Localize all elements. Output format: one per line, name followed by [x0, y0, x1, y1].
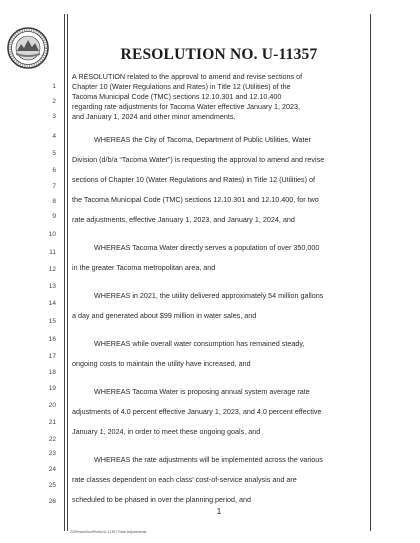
paragraph-first-line: WHEREAS Tacoma Water directly serves a population of over 350,000 — [94, 243, 320, 252]
resolution-intro — [72, 72, 367, 122]
line-number: 1 — [52, 83, 56, 90]
paragraph-first-line: WHEREAS the City of Tacoma, Department of Public Utilities, Water — [94, 135, 311, 144]
line-number: 15 — [48, 318, 56, 325]
line-number: 8 — [52, 198, 56, 205]
line-number: 23 — [48, 450, 56, 457]
paragraph-line: rate adjustments, effective January 1, 2023, and January 1, 2024, and — [72, 215, 295, 224]
paragraph-line: January 1, 2024, in order to meet these ongoing goals, and — [72, 427, 261, 436]
line-number: 21 — [48, 419, 56, 426]
intro-line: A RESOLUTION related to the approval to amend and revise sections of — [72, 72, 303, 81]
line-number: 2 — [52, 98, 56, 105]
line-number: 6 — [52, 167, 56, 174]
line-number: 14 — [48, 300, 56, 307]
line-number: 24 — [48, 466, 56, 473]
margin-rule-right — [370, 14, 371, 531]
paragraph-line: the Tacoma Municipal Code (TMC) sections 12.10.301 and 12.10.400, for two — [72, 195, 319, 204]
paragraph-line: sections of Chapter 10 (Water Regulations and Rates) in Title 12 (Utilities) of — [72, 175, 316, 184]
margin-rule-left-inner — [67, 14, 68, 531]
whereas-clauses — [72, 130, 367, 510]
whereas-paragraph — [72, 334, 367, 374]
paragraph-line: rate classes dependent on each class' cost-of-service analysis and are — [72, 475, 297, 484]
line-number: 26 — [48, 498, 56, 505]
line-number: 13 — [48, 283, 56, 290]
line-number: 10 — [48, 231, 56, 238]
line-number: 17 — [48, 353, 56, 360]
whereas-paragraph — [72, 382, 367, 442]
paragraph-first-line: WHEREAS in 2021, the utility delivered approximately 54 million gallons — [94, 291, 324, 300]
intro-line: Chapter 10 (Water Regulations and Rates) in Title 12 (Utilities) of the — [72, 82, 291, 91]
paragraph-first-line: WHEREAS Tacoma Water is proposing annual system average rate — [94, 387, 310, 396]
paragraph-line: ongoing costs to maintain the utility have increased, and — [72, 359, 251, 368]
paragraph-line: a day and generated about $99 million in water sales, and — [72, 311, 257, 320]
paragraph-first-line: WHEREAS while overall water consumption has remained steady, — [94, 339, 305, 348]
paragraph-line: Division (d/b/a “Tacoma Water”) is requesting the approval to amend and revise — [72, 155, 325, 164]
line-number: 20 — [48, 402, 56, 409]
footer-file-path: 22/Resolution/Public/U-11357 Rate Adjustments — [70, 530, 147, 534]
line-number: 18 — [48, 369, 56, 376]
paragraph-line: in the greater Tacoma metropolitan area, and — [72, 263, 216, 272]
intro-line: and January 1, 2024 and other minor amendments. — [72, 112, 236, 121]
whereas-paragraph — [72, 130, 367, 230]
margin-rule-left-outer — [64, 14, 65, 531]
line-number: 4 — [52, 133, 56, 140]
paragraph-first-line: WHEREAS the rate adjustments will be implemented across the various — [94, 455, 323, 464]
line-number: 22 — [48, 436, 56, 443]
line-number: 3 — [52, 113, 56, 120]
whereas-paragraph — [72, 238, 367, 278]
paragraph-line: adjustments of 4.0 percent effective January 1, 2023, and 4.0 percent effective — [72, 407, 322, 416]
page-number: 1 — [216, 507, 222, 516]
line-number: 7 — [52, 183, 56, 190]
line-number: 19 — [48, 385, 56, 392]
resolution-title: RESOLUTION NO. U-11357 — [120, 46, 318, 63]
whereas-paragraph — [72, 450, 367, 510]
city-seal-icon — [6, 26, 50, 70]
line-number: 12 — [48, 266, 56, 273]
line-number: 11 — [49, 249, 56, 256]
intro-line: regarding rate adjustments for Tacoma Water effective January 1, 2023, — [72, 102, 300, 111]
paragraph-line: scheduled to be phased in over the planning period, and — [72, 495, 252, 504]
intro-line: Tacoma Municipal Code (TMC) sections 12.10.301 and 12.10.400 — [72, 92, 282, 101]
resolution-body — [72, 72, 367, 510]
line-number: 9 — [52, 213, 56, 220]
line-number: 16 — [48, 336, 56, 343]
line-number: 25 — [48, 482, 56, 489]
whereas-paragraph — [72, 286, 367, 326]
line-number: 5 — [52, 150, 56, 157]
